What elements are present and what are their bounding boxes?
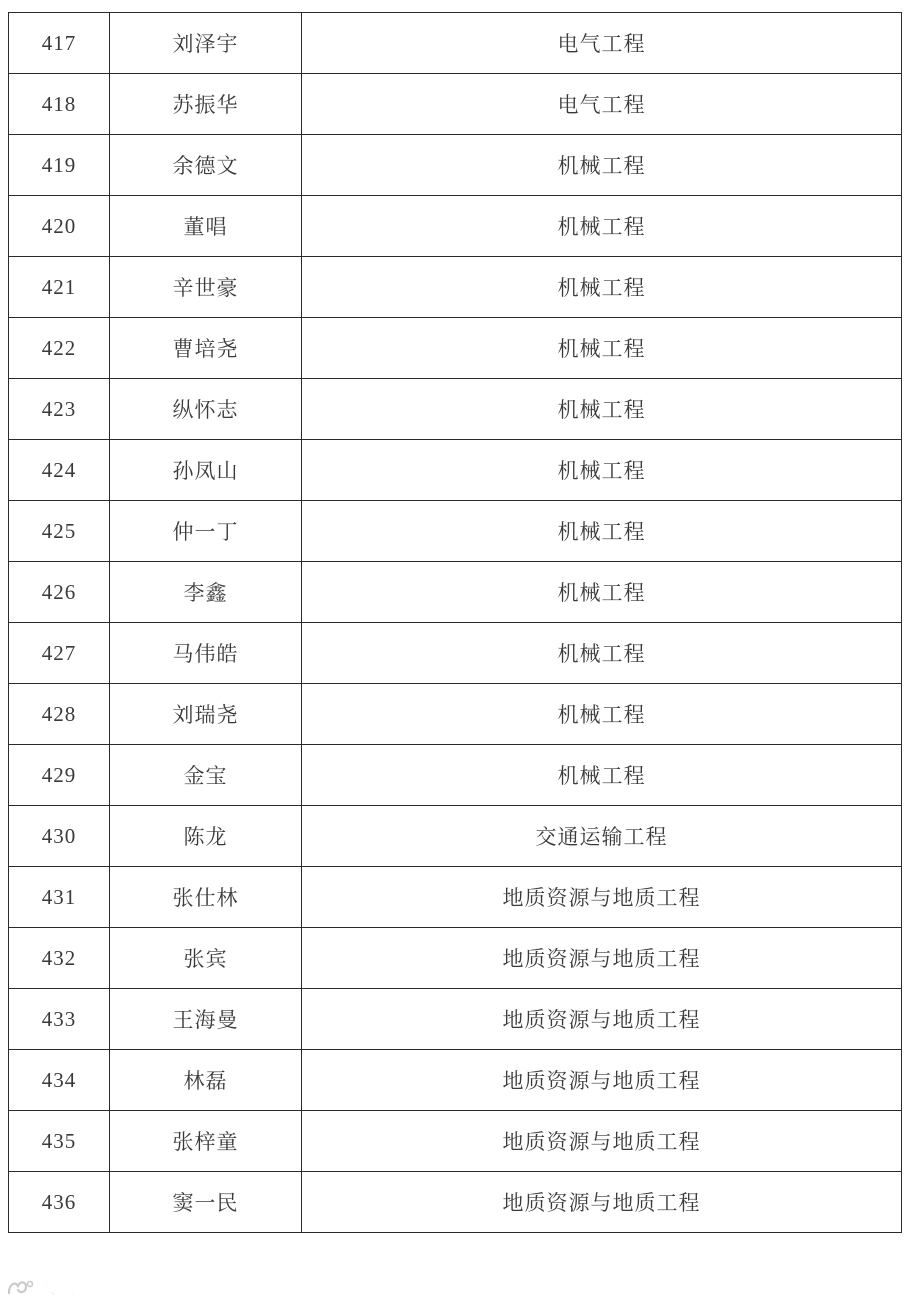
major-cell: 地质资源与地质工程 <box>302 1111 902 1172</box>
table-row <box>9 74 902 135</box>
serial-number-cell: 434 <box>9 1050 110 1111</box>
serial-number-cell: 428 <box>9 684 110 745</box>
table-row <box>9 13 902 74</box>
name-cell: 金宝 <box>110 745 302 806</box>
table-row <box>9 257 902 318</box>
major-cell: 地质资源与地质工程 <box>302 1172 902 1233</box>
table-row <box>9 135 902 196</box>
serial-number-cell: 427 <box>9 623 110 684</box>
name-cell: 张仕林 <box>110 867 302 928</box>
table-row <box>9 1172 902 1233</box>
name-cell: 董唱 <box>110 196 302 257</box>
major-cell: 机械工程 <box>302 318 902 379</box>
table-row <box>9 928 902 989</box>
major-cell: 机械工程 <box>302 257 902 318</box>
serial-number-cell: 423 <box>9 379 110 440</box>
serial-number-cell: 425 <box>9 501 110 562</box>
major-cell: 机械工程 <box>302 196 902 257</box>
name-cell: 苏振华 <box>110 74 302 135</box>
name-cell: 窦一民 <box>110 1172 302 1233</box>
major-cell: 交通运输工程 <box>302 806 902 867</box>
roster-body <box>9 13 902 1233</box>
major-cell: 地质资源与地质工程 <box>302 928 902 989</box>
name-cell: 曹培尧 <box>110 318 302 379</box>
name-cell: 林磊 <box>110 1050 302 1111</box>
major-cell: 机械工程 <box>302 379 902 440</box>
serial-number-cell: 433 <box>9 989 110 1050</box>
name-cell: 辛世豪 <box>110 257 302 318</box>
table-row <box>9 196 902 257</box>
name-cell: 王海曼 <box>110 989 302 1050</box>
table-row <box>9 684 902 745</box>
major-cell: 机械工程 <box>302 440 902 501</box>
major-cell: 机械工程 <box>302 501 902 562</box>
serial-number-cell: 430 <box>9 806 110 867</box>
table-row <box>9 440 902 501</box>
major-cell: 电气工程 <box>302 74 902 135</box>
name-cell: 张梓童 <box>110 1111 302 1172</box>
serial-number-cell: 419 <box>9 135 110 196</box>
table-row <box>9 318 902 379</box>
major-cell: 机械工程 <box>302 562 902 623</box>
serial-number-cell: 426 <box>9 562 110 623</box>
name-cell: 孙凤山 <box>110 440 302 501</box>
serial-number-cell: 432 <box>9 928 110 989</box>
serial-number-cell: 429 <box>9 745 110 806</box>
name-cell: 刘瑞尧 <box>110 684 302 745</box>
serial-number-cell: 418 <box>9 74 110 135</box>
serial-number-cell: 435 <box>9 1111 110 1172</box>
table-row <box>9 1111 902 1172</box>
table-row <box>9 745 902 806</box>
name-cell: 陈龙 <box>110 806 302 867</box>
major-cell: 地质资源与地质工程 <box>302 867 902 928</box>
major-cell: 电气工程 <box>302 13 902 74</box>
major-cell: 机械工程 <box>302 135 902 196</box>
name-cell: 马伟皓 <box>110 623 302 684</box>
name-cell: 纵怀志 <box>110 379 302 440</box>
table-row <box>9 806 902 867</box>
name-cell: 仲一丁 <box>110 501 302 562</box>
serial-number-cell: 420 <box>9 196 110 257</box>
table-row <box>9 1050 902 1111</box>
table-row <box>9 989 902 1050</box>
name-cell: 余德文 <box>110 135 302 196</box>
table-row <box>9 867 902 928</box>
table-row <box>9 562 902 623</box>
major-cell: 机械工程 <box>302 684 902 745</box>
name-cell: 刘泽宇 <box>110 13 302 74</box>
major-cell: 地质资源与地质工程 <box>302 1050 902 1111</box>
name-cell: 李鑫 <box>110 562 302 623</box>
table-row <box>9 501 902 562</box>
watermark-text: 大数跨境 <box>38 1278 114 1299</box>
major-cell: 地质资源与地质工程 <box>302 989 902 1050</box>
table-row <box>9 379 902 440</box>
brand-logo-icon <box>6 1278 34 1296</box>
serial-number-cell: 436 <box>9 1172 110 1233</box>
major-cell: 机械工程 <box>302 623 902 684</box>
major-cell: 机械工程 <box>302 745 902 806</box>
name-cell: 张宾 <box>110 928 302 989</box>
serial-number-cell: 421 <box>9 257 110 318</box>
serial-number-cell: 424 <box>9 440 110 501</box>
serial-number-cell: 422 <box>9 318 110 379</box>
serial-number-cell: 431 <box>9 867 110 928</box>
table-row <box>9 623 902 684</box>
watermark <box>6 1274 114 1300</box>
serial-number-cell: 417 <box>9 13 110 74</box>
roster-table <box>8 12 902 1233</box>
